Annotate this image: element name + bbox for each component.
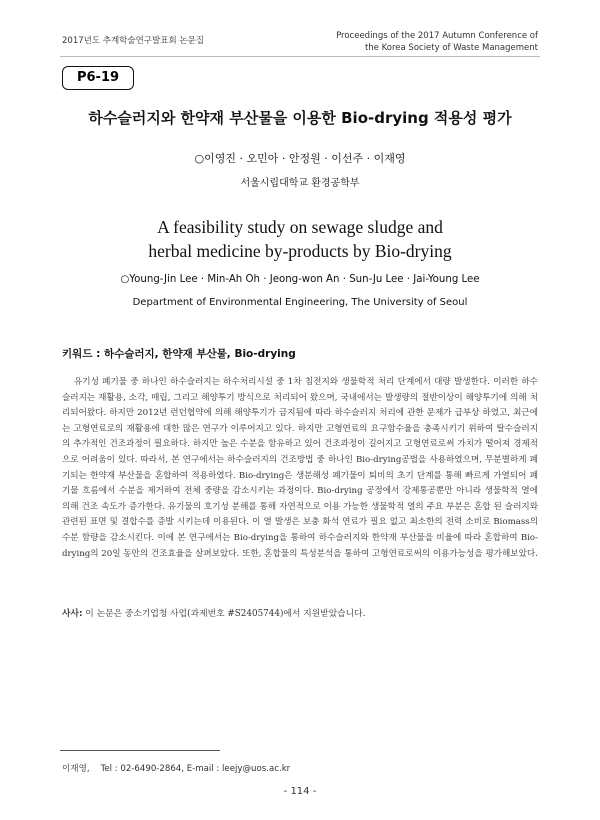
header-right — [336, 30, 538, 54]
english-authors: ○Young-Jin Lee · Min-Ah Oh · Jeong-won An · Sun-Ju Lee · Jai-Young Lee — [120, 274, 480, 285]
korean-affiliation: 서울시립대학교 환경공학부 — [240, 178, 360, 189]
acknowledgement-label: 사사: — [62, 609, 83, 619]
header-left: 2017년도 추계학술연구발표회 논문집 — [62, 36, 204, 46]
footnote-divider — [60, 750, 220, 751]
english-affiliation: Department of Environmental Engineering, The University of Seoul — [132, 297, 468, 308]
page-number: - 114 - — [283, 786, 317, 797]
header-right-line2: the Korea Society of Waste Management — [364, 43, 538, 53]
header-divider — [60, 56, 540, 57]
keywords: 키워드 : 하수슬러지, 한약재 부산물, Bio-drying — [62, 348, 296, 360]
abstract-body: 유기성 폐기물 중 하나인 하수슬러지는 하수처리시설 중 1차 침전지와 생물학적 처리 단계에서 대량 발생한다. 이러한 하수슬러지는 재활용, 소각, 매립, 그리고 해양투기 방식으로 처리되어 왔으며, 국내에서는 발생량의 절반이상이 해양투기에 의해 처리되어왔다. 하지만 2012년 런던협약에 의해 해양투기가 금지됨에 따라 하수슬러지 처리에 관한 문제가 급부상 하였고, 최근에는 고형연료로의 재활용에 대한 많은 연구가 이루어지고 있다. 하지만 고형연료의 요구함수율을 충족시키기 위하여 탈수슬러지의 추가적인 건조과정이 필요하다. 하지만 높은 수분을 함유하고 있어 건조과정이 길어지고 고형연료로써 가치가 떨어져 경제적으로 어려움이 있다. 따라서, 본 연구에서는 하수슬러지의 건조방법 중 하나인 Bio-drying공법을 사용하였으며, 무분별하게 폐기되는 한약재 부산물을 혼합하여 적용하였다. Bio-drying은 생분해성 폐기물이 퇴비의 초기 단계를 통해 빠르게 가열되어 폐기물 흐름에서 수분을 제거하여 전체 중량을 감소시키는 과정이다. Bio-drying 공정에서 강제통공뿐만 아니라 생물학적 열에 의해 건조 속도가 증가한다. 유기물의 호기성 분해를 통해 자연적으로 이용 가능한 생물학적 열의 주요 부분은 혼합 된 슬러지와 관련된 표면 및 결합수를 증발 시키는데 이용된다. 이 열 발생은 보충 화석 연료가 필요 없고 최소한의 전력 소비로 Biomass의 수분 함량을 감소시킨다. 이에 본 연구에서는 Bio-drying을 통하여 하수슬러지와 한약재 부산물을 비율에 따라 혼합하여 Bio-drying의 20일 동안의 건조효율을 살펴보았다. 또한, 혼합물의 특성분석을 통하여 고형연료로써의 이용가능성을 평가해보았다. — [62, 377, 538, 559]
acknowledgement — [62, 606, 538, 619]
english-title-line2: herbal medicine by-products by Bio-drying — [148, 241, 452, 261]
english-title — [0, 215, 600, 263]
english-title-line1: A feasibility study on sewage sludge and — [157, 217, 443, 237]
acknowledgement-text: 이 논문은 중소기업청 사업(과제번호 #S2405744)에서 지원받았습니다. — [82, 609, 366, 619]
korean-authors: ○이영진 · 오민아 · 안정원 · 이선주 · 이재영 — [194, 152, 406, 165]
footnote-contact: 이재영, Tel : 02-6490-2864, E-mail : leejy@uos.ac.kr — [62, 764, 291, 774]
header-right-line1: Proceedings of the 2017 Autumn Conference of — [336, 31, 538, 41]
paper-id-badge: P6-19 — [62, 66, 134, 90]
korean-title: 하수슬러지와 한약재 부산물을 이용한 Bio-drying 적용성 평가 — [88, 109, 512, 127]
